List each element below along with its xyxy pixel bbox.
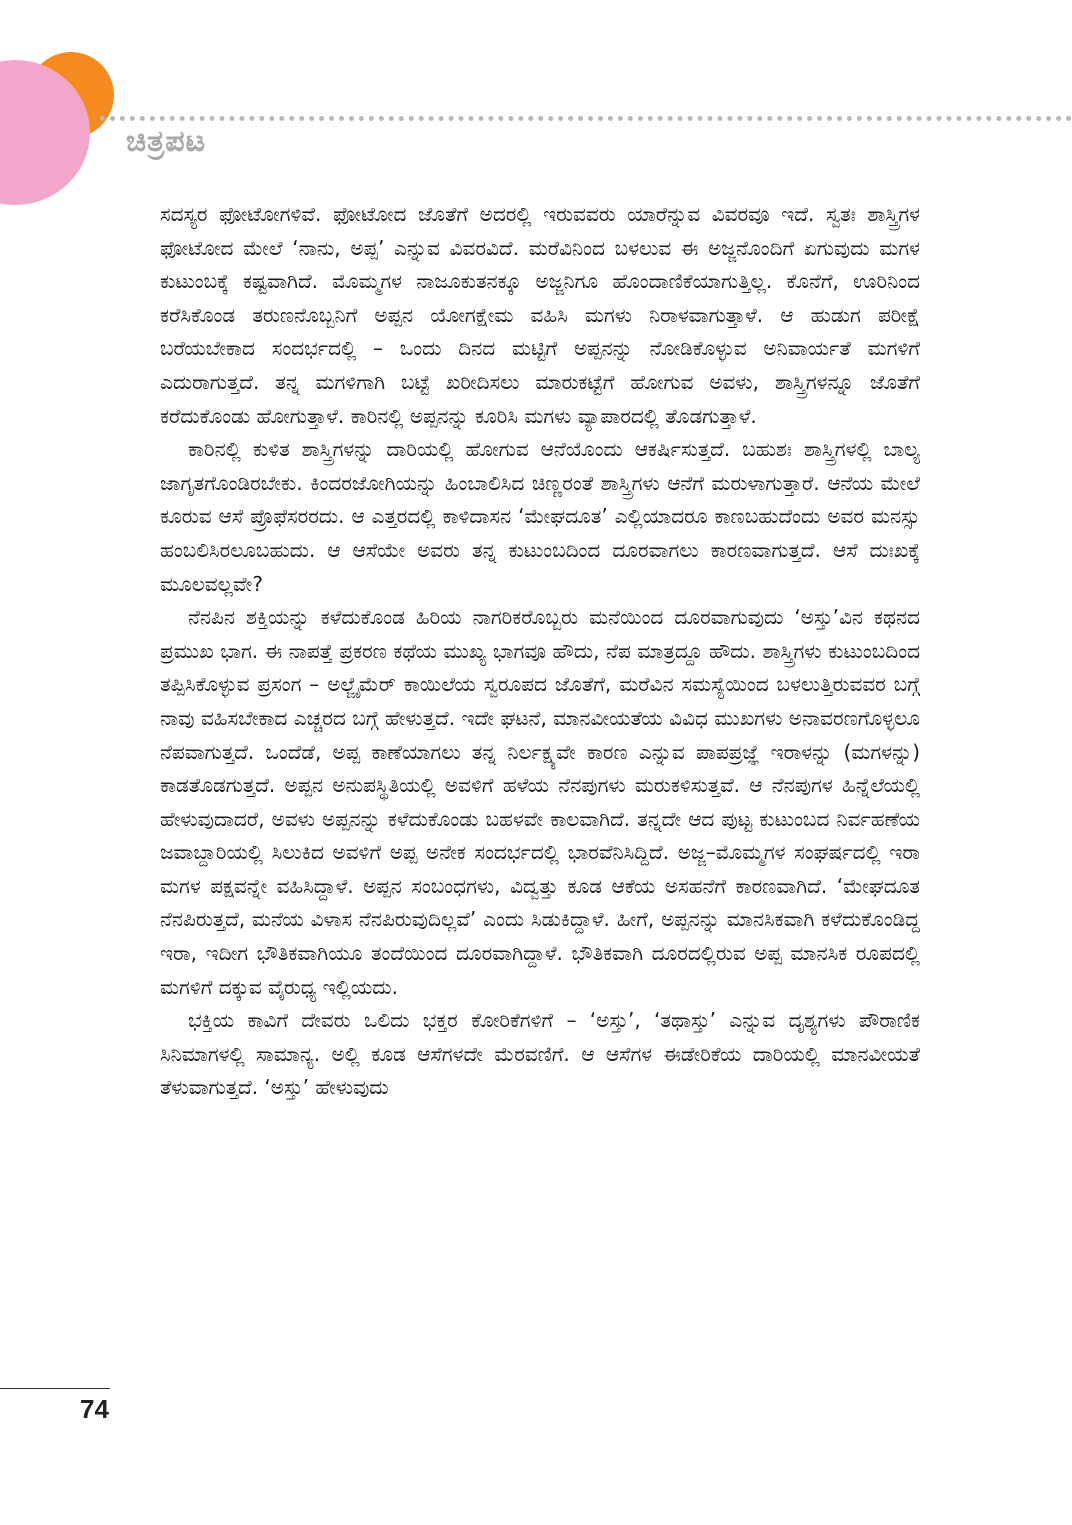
page-number: 74 [80, 1394, 109, 1424]
header-dotted-rule [100, 116, 1072, 121]
footer-rule [0, 1388, 110, 1389]
paragraph-4: ಭಕ್ತಿಯ ಕಾವಿಗೆ ದೇವರು ಒಲಿದು ಭಕ್ತರ ಕೋರಿಕೆಗಳಿಗೆ – ‘ಅಸ್ತು’, ‘ತಥಾಸ್ತು’ ಎನ್ನುವ ದೃಶ್ಯಗಳು ಪೌರಾಣಿಕ ಸಿನಿಮಾಗಳಲ್ಲಿ ಸಾಮಾನ್ಯ. ಅಲ್ಲಿ ಕೂಡ ಆಸೆಗಳದೇ ಮೆರವಣಿಗೆ. ಆ ಆಸೆಗಳ ಈಡೇರಿಕೆಯ ದಾರಿಯಲ್ಲಿ ಮಾನವೀಯತೆ ತೆಳುವಾಗುತ್ತದೆ. ‘ಅಸ್ತು’ ಹೇಳುವುದು [160, 1008, 920, 1100]
article-body [160, 198, 920, 1105]
paragraph-3: ನೆನಪಿನ ಶಕ್ತಿಯನ್ನು ಕಳೆದುಕೊಂಡ ಹಿರಿಯ ನಾಗರಿಕರೊಬ್ಬರು ಮನೆಯಿಂದ ದೂರವಾಗುವುದು ‘ಅಸ್ತು’ವಿನ ಕಥನದ ಪ್ರಮುಖ ಭಾಗ. ಈ ನಾಪತ್ತೆ ಪ್ರಕರಣ ಕಥೆಯ ಮುಖ್ಯ ಭಾಗವೂ ಹೌದು, ನೆಪ ಮಾತ್ರದ್ದೂ ಹೌದು. ಶಾಸ್ತ್ರಿಗಳು ಕುಟುಂಬದಿಂದ ತಪ್ಪಿಸಿಕೊಳ್ಳುವ ಪ್ರಸಂಗ – ಅಲ್ಜೈಮೆರ್ ಕಾಯಿಲೆಯ ಸ್ವರೂಪದ ಜೊತೆಗೆ, ಮರೆವಿನ ಸಮಸ್ಯೆಯಿಂದ ಬಳಲುತ್ತಿರುವವರ ಬಗ್ಗೆ ನಾವು ವಹಿಸಬೇಕಾದ ಎಚ್ಚರದ ಬಗ್ಗೆ ಹೇಳುತ್ತದೆ. ಇದೇ ಘಟನೆ, ಮಾನವೀಯತೆಯ ವಿವಿಧ ಮುಖಗಳು ಅನಾವರಣಗೊಳ್ಳಲೂ ನೆಪವಾಗುತ್ತದೆ. ಒಂದೆಡೆ, ಅಪ್ಪ ಕಾಣೆಯಾಗಲು ತನ್ನ ನಿರ್ಲಕ್ಷ್ಯವೇ ಕಾರಣ ಎನ್ನುವ ಪಾಪಪ್ರಜ್ಞೆ ಇರಾಳನ್ನು (ಮಗಳನ್ನು) ಕಾಡತೊಡಗುತ್ತದೆ. ಅಪ್ಪನ ಅನುಪಸ್ಥಿತಿಯಲ್ಲಿ ಅವಳಿಗೆ ಹಳೆಯ ನೆನಪುಗಳು ಮರುಕಳಿಸುತ್ತವೆ. ಆ ನೆನಪುಗಳ ಹಿನ್ನೆಲೆಯಲ್ಲಿ ಹೇಳುವುದಾದರೆ, ಅವಳು ಅಪ್ಪನನ್ನು ಕಳೆದುಕೊಂಡು ಬಹಳವೇ ಕಾಲವಾಗಿದೆ. ತನ್ನದೇ ಆದ ಪುಟ್ಟ ಕುಟುಂಬದ ನಿರ್ವಹಣೆಯ ಜವಾಬ್ದಾರಿಯಲ್ಲಿ ಸಿಲುಕಿದ ಅವಳಿಗೆ ಅಪ್ಪ ಅನೇಕ ಸಂದರ್ಭದಲ್ಲಿ ಭಾರವೆನಿಸಿದ್ದಿದೆ. ಅಜ್ಜ–ಮೊಮ್ಮಗಳ ಸಂಘರ್ಷದಲ್ಲಿ ಇರಾ ಮಗಳ ಪಕ್ಷವನ್ನೇ ವಹಿಸಿದ್ದಾಳೆ. ಅಪ್ಪನ ಸಂಬಂಧಗಳು, ವಿದ್ವತ್ತು ಕೂಡ ಆಕೆಯ ಅಸಹನೆಗೆ ಕಾರಣವಾಗಿದೆ. ‘ಮೇಘದೂತ ನೆನಪಿರುತ್ತದೆ, ಮನೆಯ ವಿಳಾಸ ನೆನಪಿರುವುದಿಲ್ಲವೆ’ ಎಂದು ಸಿಡುಕಿದ್ದಾಳೆ. ಹೀಗೆ, ಅಪ್ಪನನ್ನು ಮಾನಸಿಕವಾಗಿ ಕಳೆದುಕೊಂಡಿದ್ದ ಇರಾ, ಇದೀಗ ಭೌತಿಕವಾಗಿಯೂ ತಂದೆಯಿಂದ ದೂರವಾಗಿದ್ದಾಳೆ. ಭೌತಿಕವಾಗಿ ದೂರದಲ್ಲಿರುವ ಅಪ್ಪ ಮಾನಸಿಕ ರೂಪದಲ್ಲಿ ಮಗಳಿಗೆ ದಕ್ಕುವ ವೈರುಧ್ಯ ಇಲ್ಲಿಯದು. [160, 605, 920, 999]
paragraph-1: ಸದಸ್ಯರ ಫೋಟೋಗಳಿವೆ. ಫೋಟೋದ ಜೊತೆಗೆ ಅದರಲ್ಲಿ ಇರುವವರು ಯಾರೆನ್ನುವ ವಿವರವೂ ಇದೆ. ಸ್ವತಃ ಶಾಸ್ತ್ರಿಗಳ ಫೋಟೋದ ಮೇಲೆ ‘ನಾನು, ಅಪ್ಪ’ ಎನ್ನುವ ವಿವರವಿದೆ. ಮರೆವಿನಿಂದ ಬಳಲುವ ಈ ಅಜ್ಜನೊಂದಿಗೆ ಏಗುವುದು ಮಗಳ ಕುಟುಂಬಕ್ಕೆ ಕಷ್ಟವಾಗಿದೆ. ಮೊಮ್ಮಗಳ ನಾಜೂಕುತನಕ್ಕೂ ಅಜ್ಜನಿಗೂ ಹೊಂದಾಣಿಕೆಯಾಗುತ್ತಿಲ್ಲ. ಕೊನೆಗೆ, ಊರಿನಿಂದ ಕರೆಸಿಕೊಂಡ ತರುಣನೊಬ್ಬನಿಗೆ ಅಪ್ಪನ ಯೋಗಕ್ಷೇಮ ವಹಿಸಿ ಮಗಳು ನಿರಾಳವಾಗುತ್ತಾಳೆ. ಆ ಹುಡುಗ ಪರೀಕ್ಷೆ ಬರೆಯಬೇಕಾದ ಸಂದರ್ಭದಲ್ಲಿ – ಒಂದು ದಿನದ ಮಟ್ಟಿಗೆ ಅಪ್ಪನನ್ನು ನೋಡಿಕೊಳ್ಳುವ ಅನಿವಾರ್ಯತೆ ಮಗಳಿಗೆ ಎದುರಾಗುತ್ತದೆ. ತನ್ನ ಮಗಳಿಗಾಗಿ ಬಟ್ಟೆ ಖರೀದಿಸಲು ಮಾರುಕಟ್ಟೆಗೆ ಹೋಗುವ ಅವಳು, ಶಾಸ್ತ್ರಿಗಳನ್ನೂ ಜೊತೆಗೆ ಕರೆದುಕೊಂಡು ಹೋಗುತ್ತಾಳೆ. ಕಾರಿನಲ್ಲಿ ಅಪ್ಪನನ್ನು ಕೂರಿಸಿ ಮಗಳು ವ್ಯಾಪಾರದಲ್ಲಿ ತೊಡಗುತ್ತಾಳೆ. [160, 202, 920, 428]
section-title: ಚಿತ್ರಪಟ [126, 124, 207, 159]
paragraph-2: ಕಾರಿನಲ್ಲಿ ಕುಳಿತ ಶಾಸ್ತ್ರಿಗಳನ್ನು ದಾರಿಯಲ್ಲಿ ಹೋಗುವ ಆನೆಯೊಂದು ಆಕರ್ಷಿಸುತ್ತದೆ. ಬಹುಶಃ ಶಾಸ್ತ್ರಿಗಳಲ್ಲಿ ಬಾಲ್ಯ ಜಾಗೃತಗೊಂಡಿರಬೇಕು. ಕಿಂದರಜೋಗಿಯನ್ನು ಹಿಂಬಾಲಿಸಿದ ಚಿಣ್ಣರಂತೆ ಶಾಸ್ತ್ರಿಗಳು ಆನೆಗೆ ಮರುಳಾಗುತ್ತಾರೆ. ಆನೆಯ ಮೇಲೆ ಕೂರುವ ಆಸೆ ಪ್ರೊಫೆಸರರದು. ಆ ಎತ್ತರದಲ್ಲಿ ಕಾಳಿದಾಸನ ‘ಮೇಘದೂತ’ ಎಲ್ಲಿಯಾದರೂ ಕಾಣಬಹುದೆಂದು ಅವರ ಮನಸ್ಸು ಹಂಬಲಿಸಿರಲೂಬಹುದು. ಆ ಆಸೆಯೇ ಅವರು ತನ್ನ ಕುಟುಂಬದಿಂದ ದೂರವಾಗಲು ಕಾರಣವಾಗುತ್ತದೆ. ಆಸೆ ದುಃಖಕ್ಕೆ ಮೂಲವಲ್ಲವೇ? [160, 437, 920, 596]
